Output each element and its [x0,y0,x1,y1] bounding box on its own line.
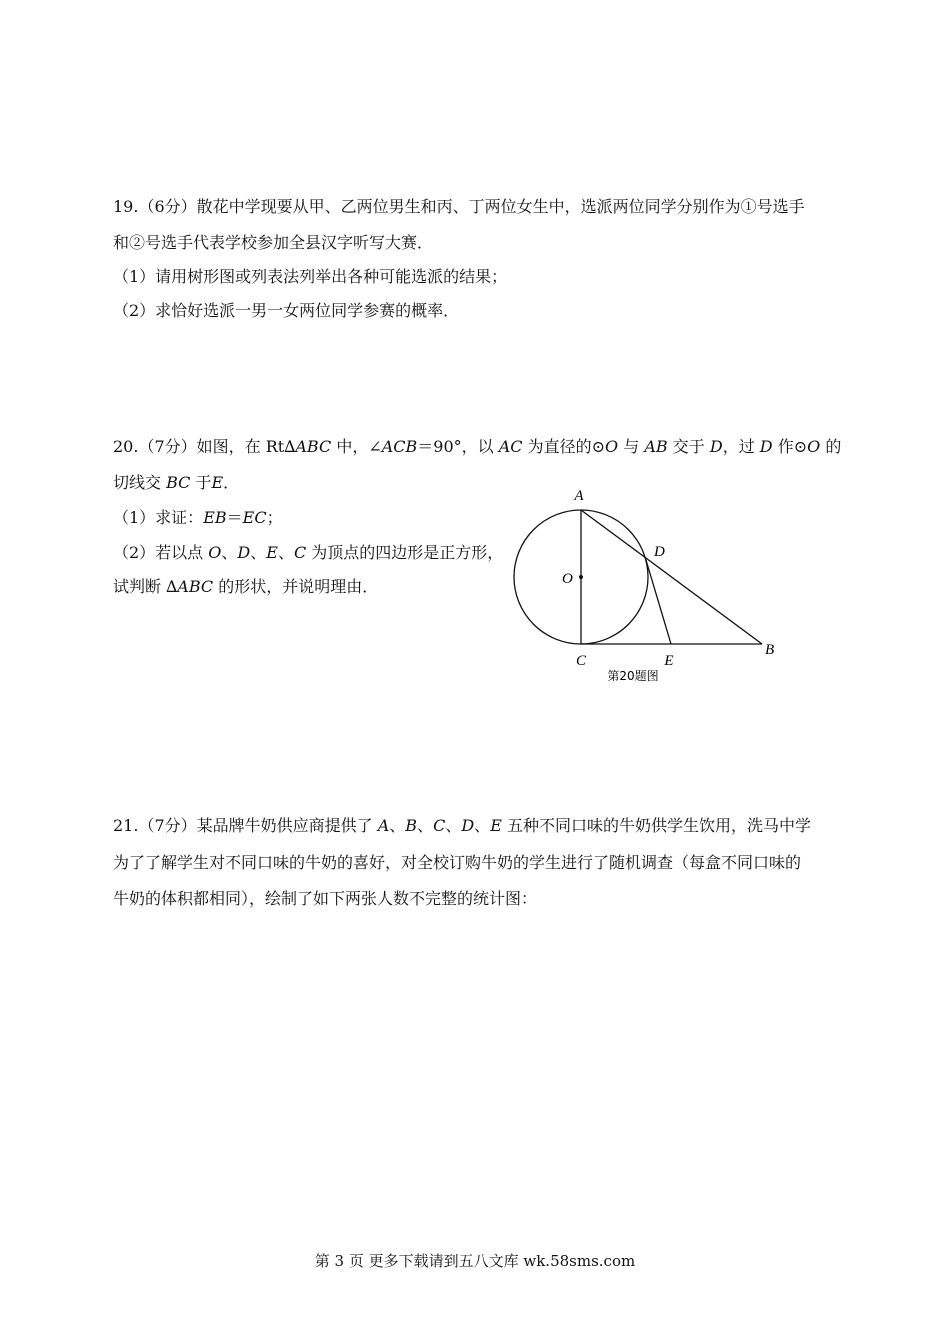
q20-line-2: 切线交 BC 于E． [113,473,240,492]
segment-ab [581,510,762,644]
q21-line-2: 为了了解学生对不同口味的牛奶的喜好，对全校订购牛奶的学生进行了随机调查（每盒不同口味的 [113,853,802,872]
q20-line-1: 20.（7分）如图，在 Rt∆ABC 中，∠ACB＝90°，以 AC 为直径的⊙O 与 AB 交于 D，过 D 作⊙O 的 [113,437,842,456]
label-a: A [574,488,584,504]
q20-part-2: （2）若以点 O、D、E、C 为顶点的四边形是正方形， [113,543,504,562]
q20-part-1: （1）求证：EB＝EC； [113,508,283,527]
q19-line-1: 19.（6分）散花中学现要从甲、乙两位男生和丙、丁两位女生中，选派两位同学分别作为①号选手 [113,197,805,216]
q20-part-2-cont: 试判断 ∆ABC 的形状，并说明理由． [113,577,379,596]
center-point-o [579,575,583,579]
page-footer: 第 3 页 更多下载请到五八文库 wk.58sms.com [314,1252,636,1270]
q19-part-1: （1）请用树形图或列表法列举出各种可能选派的结果； [113,267,508,286]
q21-line-1: 21.（7分）某品牌牛奶供应商提供了 A、B、C、D、E 五种不同口味的牛奶供学生饮用，洗马中学 [113,816,811,835]
label-e: E [664,653,674,669]
q21-line-3: 牛奶的体积都相同），绘制了如下两张人数不完整的统计图： [113,889,538,908]
tangent-de [646,560,671,644]
label-b: B [765,642,775,658]
q20-figure [500,480,800,690]
label-c: C [575,653,587,669]
q19-part-2: （2）求恰好选派一男一女两位同学参赛的概率． [113,301,460,320]
figure-caption: 第20题图 [607,669,659,683]
q19-line-2: 和②号选手代表学校参加全县汉字听写大赛． [113,233,434,252]
label-d: D [654,544,665,560]
label-o: O [562,571,573,587]
